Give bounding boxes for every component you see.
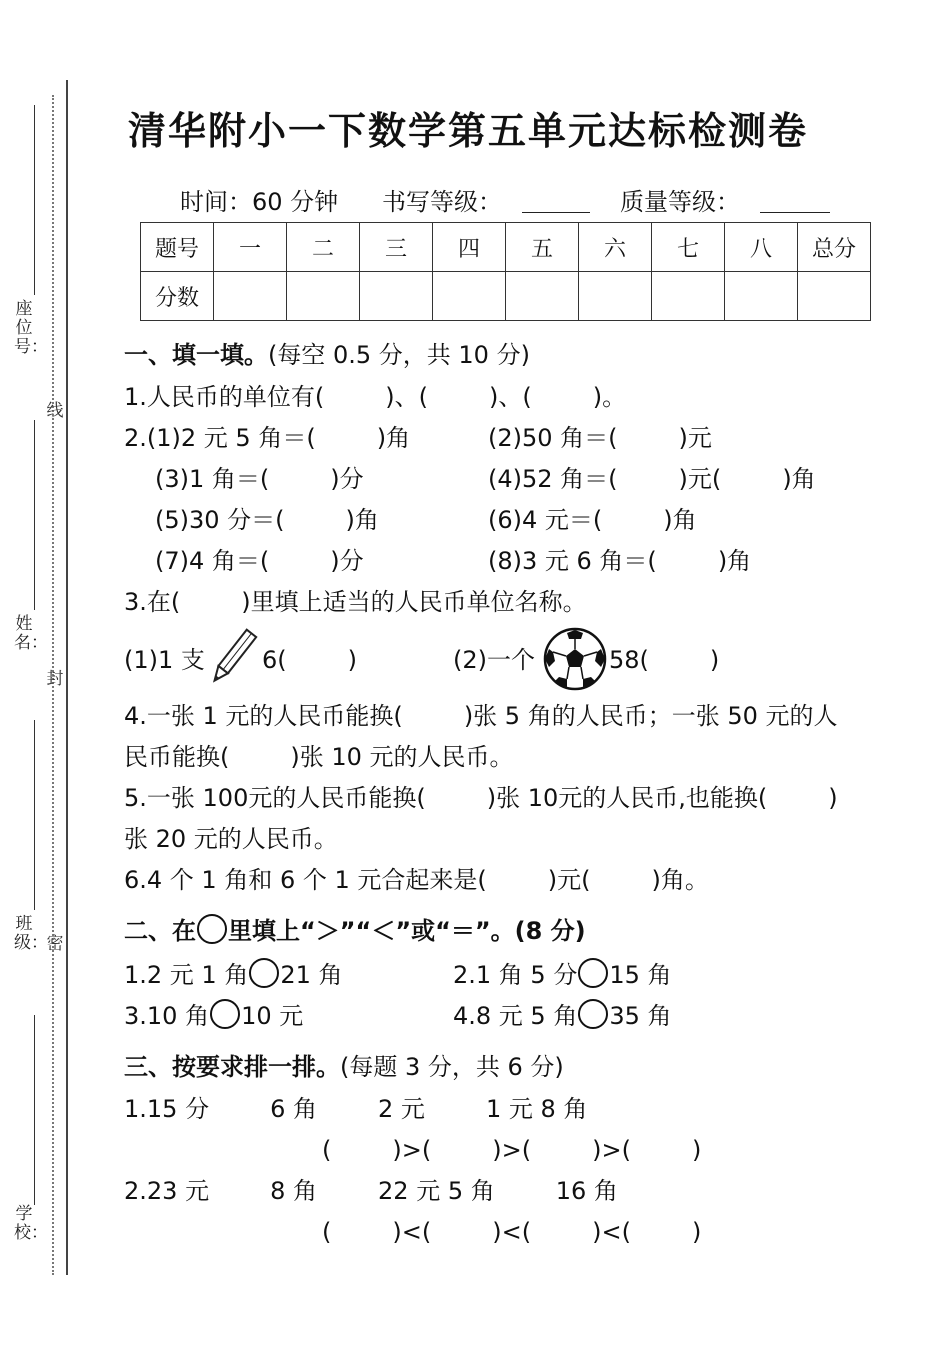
compare-circle[interactable]	[578, 958, 608, 988]
table-cell: 八	[725, 223, 798, 272]
question-1-2-7: (7)4 角＝( )分	[155, 547, 364, 575]
question-1-6: 6.4 个 1 角和 6 个 1 元合起来是( )元( )角。	[124, 866, 709, 894]
question-1-2-6: (6)4 元＝( )角	[488, 506, 697, 534]
school-label: 学校：	[14, 1204, 48, 1243]
section-1-note: (每空 0.5 分，共 10 分)	[268, 341, 530, 369]
pencil-icon	[203, 625, 263, 689]
question-3-1-blanks: ( )>( )>( )>( )	[322, 1136, 702, 1164]
question-1-3: 3.在( )里填上适当的人民币单位名称。	[124, 588, 587, 616]
table-cell: 七	[652, 223, 725, 272]
question-2-4-left: 4.8 元 5 角	[453, 1002, 578, 1030]
question-2-2	[453, 958, 672, 990]
table-cell: 总分	[798, 223, 871, 272]
question-2-4-right: 35 角	[609, 1002, 672, 1030]
class-blank[interactable]	[34, 720, 35, 910]
seat-number-label: 座位号：	[14, 299, 48, 357]
score-table-header-row	[141, 223, 871, 272]
binding-solid-line	[66, 80, 68, 1275]
writing-grade-blank[interactable]	[522, 212, 590, 213]
question-1-2-4: (4)52 角＝( )元( )角	[488, 465, 816, 493]
question-2-1-left: 1.2 元 1 角	[124, 961, 249, 989]
question-1-4-line-2: 民币能换( )张 10 元的人民币。	[124, 743, 514, 771]
cut-mark-secret: 密	[46, 934, 64, 954]
question-1-2-2: (2)50 角＝( )元	[488, 424, 712, 452]
score-entry-cell[interactable]	[579, 272, 652, 321]
score-entry-cell[interactable]	[287, 272, 360, 321]
question-2-3-right: 10 元	[241, 1002, 304, 1030]
question-3-2-blanks: ( )<( )<( )<( )	[322, 1218, 702, 1246]
table-cell: 六	[579, 223, 652, 272]
question-2-2-left: 2.1 角 5 分	[453, 961, 578, 989]
table-cell: 二	[287, 223, 360, 272]
page-title: 清华附小一下数学第五单元达标检测卷	[128, 109, 809, 153]
question-1-1: 1.人民币的单位有( )、( )、( )。	[124, 383, 627, 411]
question-1-2-5: (5)30 分＝( )角	[155, 506, 379, 534]
class-label: 班级：	[14, 914, 48, 953]
section-1-title: 一、填一填。	[124, 341, 268, 369]
table-cell: 一	[214, 223, 287, 272]
compare-circle[interactable]	[210, 999, 240, 1029]
question-3-2-items: 2.23 元 8 角 22 元 5 角 16 角	[124, 1177, 618, 1205]
question-2-1	[124, 958, 343, 990]
section-3-heading	[124, 1052, 564, 1082]
time-info: 时间：60 分钟	[180, 188, 339, 216]
question-2-4	[453, 999, 672, 1031]
question-1-3-1-answer: 6( )	[262, 646, 358, 674]
circle-icon	[197, 914, 227, 944]
score-entry-cell[interactable]	[214, 272, 287, 321]
cut-mark-seal: 封	[46, 669, 64, 689]
section-2-heading	[124, 914, 586, 946]
writing-grade-label: 书写等级：	[382, 188, 502, 216]
table-cell: 三	[360, 223, 433, 272]
score-table	[140, 222, 871, 321]
score-table-score-row	[141, 272, 871, 321]
name-label: 姓名：	[14, 614, 48, 653]
question-2-3	[124, 999, 303, 1031]
question-1-3-2-answer: 58( )	[609, 646, 720, 674]
question-1-5-line-1: 5.一张 100元的人民币能换( )张 10元的人民币,也能换( )	[124, 784, 838, 812]
question-1-4-line-1: 4.一张 1 元的人民币能换( )张 5 角的人民币；一张 50 元的人	[124, 702, 838, 730]
section-3-title: 三、按要求排一排。	[124, 1053, 340, 1081]
score-entry-cell[interactable]	[506, 272, 579, 321]
question-1-5-line-2: 张 20 元的人民币。	[124, 825, 338, 853]
quality-grade-blank[interactable]	[760, 212, 830, 213]
section-3-note: (每题 3 分，共 6 分)	[340, 1053, 564, 1081]
compare-circle[interactable]	[249, 958, 279, 988]
name-blank[interactable]	[34, 420, 35, 610]
compare-circle[interactable]	[578, 999, 608, 1029]
score-entry-cell[interactable]	[725, 272, 798, 321]
question-3-1-items: 1.15 分 6 角 2 元 1 元 8 角	[124, 1095, 588, 1123]
question-2-2-right: 15 角	[609, 961, 672, 989]
quality-grade-label: 质量等级：	[620, 188, 740, 216]
question-1-3-2-label: (2)一个	[453, 646, 535, 674]
soccer-ball-icon	[543, 627, 607, 691]
table-cell: 四	[433, 223, 506, 272]
section-1-heading	[124, 340, 530, 370]
section-2-title-a: 二、在	[124, 917, 196, 945]
section-2-title-b: 里填上“＞”“＜”或“＝”。(8 分)	[228, 917, 586, 945]
question-1-3-1-label: (1)1 支	[124, 646, 205, 674]
question-2-1-right: 21 角	[280, 961, 343, 989]
question-1-2-3: (3)1 角＝( )分	[155, 465, 364, 493]
score-entry-cell[interactable]	[652, 272, 725, 321]
table-cell: 五	[506, 223, 579, 272]
question-1-2-1: 2.(1)2 元 5 角＝( )角	[124, 424, 411, 452]
question-1-2-8: (8)3 元 6 角＝( )角	[488, 547, 752, 575]
score-entry-cell[interactable]	[433, 272, 506, 321]
cut-mark-line: 线	[46, 401, 64, 421]
table-cell: 题号	[141, 223, 214, 272]
score-entry-cell[interactable]	[360, 272, 433, 321]
question-2-3-left: 3.10 角	[124, 1002, 210, 1030]
table-cell: 分数	[141, 272, 214, 321]
score-entry-cell[interactable]	[798, 272, 871, 321]
seat-number-blank[interactable]	[34, 105, 35, 295]
school-blank[interactable]	[34, 1015, 35, 1205]
